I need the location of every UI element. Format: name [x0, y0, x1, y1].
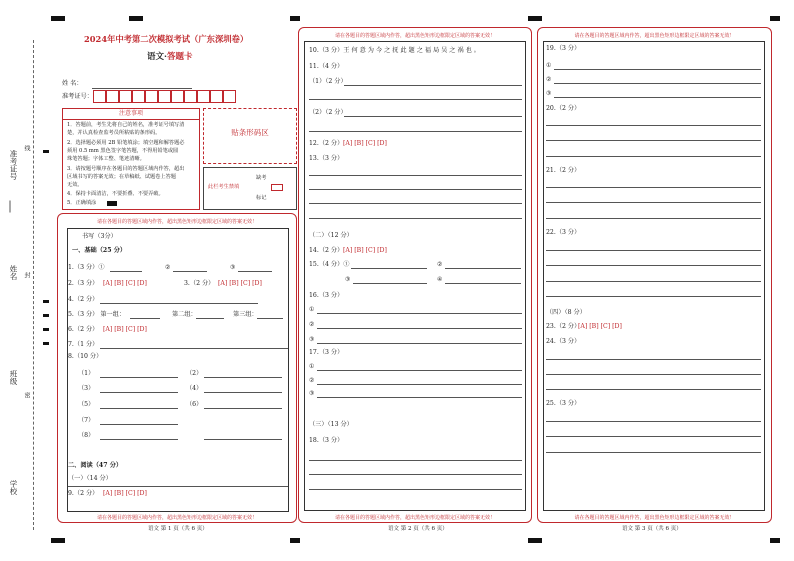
- timing-mark: [43, 342, 49, 345]
- side-label-seal: 封: [23, 272, 30, 278]
- q3-label: 3.（2 分）: [184, 280, 215, 287]
- registration-mark: [770, 16, 780, 21]
- answer-line[interactable]: [309, 218, 522, 219]
- circ-label: ③: [546, 90, 552, 97]
- answer-line[interactable]: [344, 85, 522, 86]
- filled-sample-mark: [107, 201, 117, 206]
- q25-label: 25.（3 分）: [546, 400, 581, 407]
- answer-area-col1: [57, 213, 297, 523]
- id-label: 准考证号：: [62, 93, 93, 100]
- page-footer-2: 语文 第 2 页（共 6 页）: [388, 526, 448, 532]
- q5-blank[interactable]: [130, 318, 160, 319]
- answer-line[interactable]: [554, 83, 761, 84]
- q8-blank[interactable]: [204, 408, 282, 409]
- answer-line[interactable]: [546, 389, 761, 390]
- q8-item: （2）: [186, 370, 203, 377]
- answer-line[interactable]: [317, 328, 522, 329]
- answer-line[interactable]: [546, 156, 761, 157]
- answer-line[interactable]: [554, 97, 761, 98]
- writing-label: 书写（3分）: [82, 233, 117, 240]
- absent-bottom: 标记: [256, 195, 267, 201]
- answer-area-col3: [537, 27, 772, 523]
- registration-mark: [290, 16, 300, 21]
- q8-label: 8.（10 分）: [68, 353, 103, 360]
- q12-options[interactable]: [A] [B] [C] [D]: [343, 140, 387, 147]
- id-box[interactable]: [210, 90, 223, 103]
- registration-mark: [528, 16, 542, 21]
- q15-label: 15.（4 分）①: [309, 261, 350, 268]
- answer-line[interactable]: [546, 436, 761, 437]
- registration-mark: [51, 538, 65, 543]
- registration-mark: [770, 538, 780, 543]
- circ-label: ①: [546, 62, 552, 69]
- barcode-area: [203, 108, 297, 164]
- side-label-school: 学校: [9, 480, 18, 495]
- q1-label: 1.（3 分）①: [68, 264, 105, 271]
- name-label: 姓 名：: [62, 80, 83, 87]
- q11a-label: （1）（2 分）: [309, 78, 347, 85]
- id-box[interactable]: [93, 90, 106, 103]
- answer-line[interactable]: [546, 281, 761, 282]
- id-box[interactable]: [197, 90, 210, 103]
- warning-text: 请在各题目的答题区域内作答，超出黑色矩形边框限定区域的答案无效！: [574, 515, 735, 521]
- sub1-label: （一）（14 分）: [68, 475, 112, 482]
- q23-options[interactable]: [A] [B] [C] [D]: [578, 323, 622, 330]
- q5c-label: 第三组：: [233, 311, 258, 318]
- q1b-label: ②: [165, 264, 171, 271]
- page-footer-1: 语文 第 1 页（共 6 页）: [148, 526, 208, 532]
- notice-item: 区域书写的答案无效；在草稿纸、试题卷上答题: [67, 174, 176, 180]
- subject-title: [147, 50, 193, 62]
- circ-label: ②: [546, 76, 552, 83]
- q8-blank[interactable]: [100, 439, 178, 440]
- sub4-label: （四）（8 分）: [546, 309, 586, 316]
- notice-item: 2．选择题必须用 2B 铅笔填涂；填空题和解答题必: [67, 140, 185, 146]
- q23-label: 23.（2 分）: [546, 323, 581, 330]
- answer-line[interactable]: [546, 187, 761, 188]
- warning-text: 请在各题目的答题区域内作答，超出黑色矩形边框限定区域的答案无效！: [574, 33, 735, 39]
- registration-mark: [129, 16, 143, 21]
- q8-item: （7）: [78, 417, 95, 424]
- answer-line[interactable]: [546, 452, 761, 453]
- q8-blank[interactable]: [204, 392, 282, 393]
- q21-label: 21.（2 分）: [546, 167, 581, 174]
- notice-item: 无效。: [67, 182, 83, 188]
- answer-line[interactable]: [445, 283, 521, 284]
- q24-label: 24.（3 分）: [546, 338, 581, 345]
- timing-mark: [43, 150, 49, 153]
- page-title: 2024年中考第二次模拟考试（广东深圳卷）: [84, 34, 249, 44]
- answer-line[interactable]: [353, 283, 427, 284]
- circ-label: ③: [309, 390, 315, 397]
- notice-item: 珠笔答题；字体工整、笔迹清晰。: [67, 156, 145, 162]
- circ-label: ②: [309, 321, 315, 328]
- answer-line[interactable]: [554, 69, 761, 70]
- side-fill-line: [10, 201, 11, 213]
- q10-label: 10.（3 分）王 何 意 为 今 之 抚 此 题 之 福 局 吴 之 祸 也 。: [309, 47, 480, 54]
- answer-line[interactable]: [445, 268, 521, 269]
- q6-label: 6.（2 分）: [68, 326, 99, 333]
- timing-mark: [43, 300, 49, 303]
- answer-line[interactable]: [317, 313, 522, 314]
- circ-label: ①: [309, 363, 315, 370]
- q15c-label: ③: [345, 276, 351, 283]
- section2-title: 二、阅读（47 分）: [68, 462, 123, 469]
- answer-line[interactable]: [546, 421, 761, 422]
- q1-blank[interactable]: [173, 271, 207, 272]
- answer-line[interactable]: [317, 384, 522, 385]
- q5-blank[interactable]: [196, 318, 224, 319]
- q2-options[interactable]: [A] [B] [C] [D]: [103, 280, 147, 287]
- q2-label: 2.（3 分）: [68, 280, 99, 287]
- q5b-label: 第二组：: [172, 311, 197, 318]
- subject-name: 语文: [147, 52, 165, 62]
- warning-text: 请在各题目的答题区域内作答，超出黑色矩形边框限定区域的答案无效！: [334, 33, 495, 39]
- id-boxes[interactable]: [93, 90, 239, 103]
- q18-label: 18.（3 分）: [309, 437, 344, 444]
- answer-line[interactable]: [309, 460, 522, 461]
- name-field[interactable]: [92, 88, 192, 89]
- answer-line[interactable]: [344, 116, 522, 117]
- timing-mark: [43, 328, 49, 331]
- id-box[interactable]: [119, 90, 132, 103]
- page-footer-3: 语文 第 3 页（共 6 页）: [622, 526, 682, 532]
- q14-options[interactable]: [A] [B] [C] [D]: [343, 247, 387, 254]
- notice-item: 楚，并认真检查监考员所粘贴的条形码。: [67, 130, 161, 136]
- q4-blank[interactable]: [100, 303, 258, 304]
- q8-item: （3）: [78, 385, 95, 392]
- answer-line[interactable]: [546, 140, 761, 141]
- q8-blank[interactable]: [100, 424, 178, 425]
- q20-label: 20.（2 分）: [546, 105, 581, 112]
- answer-line[interactable]: [68, 486, 288, 487]
- answer-line[interactable]: [546, 218, 761, 219]
- side-label-name: 姓名: [9, 265, 18, 280]
- answer-line[interactable]: [546, 125, 761, 126]
- answer-line[interactable]: [546, 202, 761, 203]
- q6-options[interactable]: [A] [B] [C] [D]: [103, 326, 147, 333]
- answer-line[interactable]: [309, 131, 522, 132]
- registration-mark: [528, 538, 542, 543]
- q8-blank[interactable]: [100, 408, 178, 409]
- barcode-label: 贴条形码区: [231, 128, 269, 137]
- q8-item: （5）: [78, 401, 95, 408]
- side-label-line: 线: [23, 145, 30, 151]
- answer-line[interactable]: [309, 203, 522, 204]
- answer-line[interactable]: [546, 374, 761, 375]
- q8-blank[interactable]: [204, 377, 282, 378]
- warning-text: 请在各题目的答题区域内作答，超出黑色矩形边框限定区域的答案无效！: [96, 515, 257, 521]
- q5-blank[interactable]: [257, 318, 283, 319]
- q9-label: 9.（2 分）: [68, 490, 99, 497]
- circ-label: ③: [309, 336, 315, 343]
- q15d-label: ④: [437, 276, 443, 283]
- q22-label: 22.（3 分）: [546, 229, 581, 236]
- id-box[interactable]: [171, 90, 184, 103]
- q8-item: （6）: [186, 401, 203, 408]
- q5-label: 5.（3 分） 第一组：: [68, 311, 126, 318]
- answer-line[interactable]: [317, 343, 522, 344]
- answer-line[interactable]: [309, 189, 522, 190]
- q8-item: （1）: [78, 370, 95, 377]
- answer-line[interactable]: [317, 370, 522, 371]
- side-label-class: 班级: [9, 370, 18, 385]
- q12-label: 12.（2 分）: [309, 140, 344, 147]
- notice-item: 3．请按题号顺序在各题目的答题区域内作答，超出: [67, 166, 185, 172]
- q8-blank[interactable]: [204, 439, 282, 440]
- notice-item: 须用 0.5 mm 黑色签字笔答题，不得用铅笔或圆: [67, 148, 179, 154]
- registration-mark: [290, 538, 300, 543]
- q1-blank[interactable]: [110, 271, 142, 272]
- timing-mark: [43, 314, 49, 317]
- id-box[interactable]: [184, 90, 197, 103]
- q16-label: 16.（3 分）: [309, 292, 344, 299]
- side-label-id: 准考证号: [9, 150, 18, 180]
- title-dot: ·: [164, 52, 167, 62]
- q13-label: 13.（3 分）: [309, 155, 344, 162]
- absent-box: [203, 167, 297, 210]
- absent-top: 缺考: [256, 175, 267, 181]
- notice-title: 注意事项: [63, 109, 199, 120]
- q17-label: 17.（3 分）: [309, 349, 344, 356]
- q11-label: 11.（4 分）: [309, 63, 344, 70]
- section1-title: 一、基础（25 分）: [72, 247, 127, 254]
- registration-mark: [51, 16, 65, 21]
- q19-label: 19.（3 分）: [546, 45, 581, 52]
- q8-item: （8）: [78, 432, 95, 439]
- q1c-label: ③: [230, 264, 236, 271]
- answer-line[interactable]: [309, 489, 522, 490]
- q7-blank[interactable]: [100, 348, 288, 349]
- notice-item: 4．保持卡面清洁，不要折叠、不要弄破。: [67, 191, 164, 197]
- q11b-label: （2）（2 分）: [309, 109, 347, 116]
- id-box[interactable]: [132, 90, 145, 103]
- sub3-label: （三）（13 分）: [309, 421, 353, 428]
- answer-line[interactable]: [309, 99, 522, 100]
- q8-item: （4）: [186, 385, 203, 392]
- answer-line[interactable]: [309, 175, 522, 176]
- id-box[interactable]: [106, 90, 119, 103]
- q4-label: 4.（2 分）: [68, 296, 99, 303]
- warning-text: 请在各题目的答题区域内作答，超出黑色矩形边框限定区域的答案无效！: [334, 515, 495, 521]
- sub2-label: （二）（12 分）: [309, 232, 353, 239]
- notice-item: 1．答题前，考生先将自己的姓名，准考证号填写清: [67, 122, 185, 128]
- answer-line[interactable]: [546, 265, 761, 266]
- answer-area-col2: [298, 27, 532, 523]
- q8-blank[interactable]: [100, 377, 178, 378]
- id-box[interactable]: [223, 90, 236, 103]
- circ-label: ①: [309, 306, 315, 313]
- warning-text: 请在各题目的答题区域内作答，超出黑色矩形边框限定区域的答案无效！: [96, 219, 257, 225]
- absent-label: 此栏考生禁填: [208, 184, 240, 190]
- notice-item: 5．正确填涂: [67, 200, 97, 206]
- answer-line[interactable]: [546, 359, 761, 360]
- answer-line[interactable]: [351, 268, 427, 269]
- q1-blank[interactable]: [238, 271, 272, 272]
- answer-line[interactable]: [546, 296, 761, 297]
- id-box[interactable]: [145, 90, 158, 103]
- q9-options[interactable]: [A] [B] [C] [D]: [103, 490, 147, 497]
- q3-options[interactable]: [A] [B] [C] [D]: [218, 280, 262, 287]
- answer-line[interactable]: [309, 474, 522, 475]
- circ-label: ②: [309, 377, 315, 384]
- answer-line[interactable]: [546, 250, 761, 251]
- notice-box: [62, 108, 200, 210]
- answer-line[interactable]: [317, 397, 522, 398]
- q8-blank[interactable]: [100, 392, 178, 393]
- card-name: 答题卡: [166, 52, 193, 62]
- id-box[interactable]: [158, 90, 171, 103]
- side-label-dense: 密: [23, 392, 30, 398]
- q7-label: 7.（1 分）: [68, 341, 99, 348]
- absent-checkbox[interactable]: [271, 184, 283, 191]
- q14-label: 14.（2 分）: [309, 247, 344, 254]
- binding-cut-line: [33, 40, 34, 530]
- q15b-label: ②: [437, 261, 443, 268]
